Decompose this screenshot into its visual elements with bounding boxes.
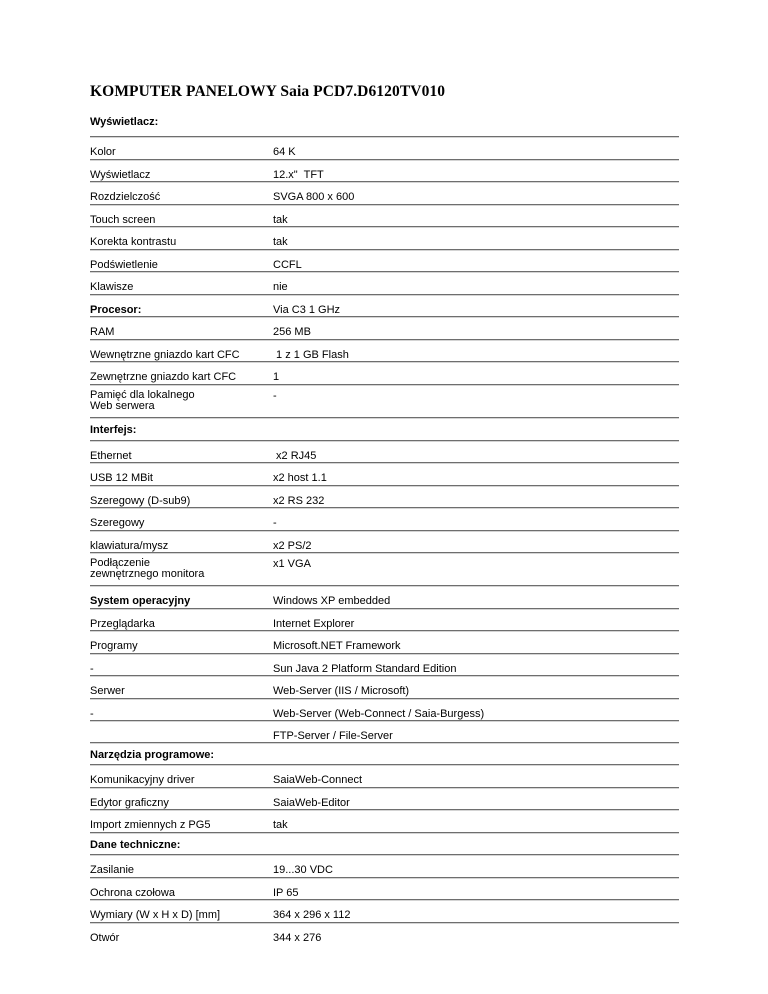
spec-value: tak: [273, 819, 288, 831]
spec-value: nie: [273, 281, 288, 293]
spec-row: [90, 486, 679, 508]
spec-label-dash: -: [90, 663, 94, 675]
spec-row: [90, 463, 679, 486]
spec-label-otwor: Otwór: [90, 932, 120, 944]
spec-label-klawisze: Klawisze: [90, 281, 134, 293]
spec-row: [90, 586, 679, 609]
section-header: [90, 110, 679, 137]
spec-label-programy: Programy: [90, 640, 138, 652]
spec-label-pamiec-dla-lokalnego-web-serwera: Pamięć dla lokalnego Web serwera: [90, 389, 195, 412]
spec-row: [90, 362, 679, 385]
spec-label-wymiary-w-x-h-x-d-mm: Wymiary (W x H x D) [mm]: [90, 909, 221, 921]
spec-row: [90, 227, 679, 250]
spec-value: Microsoft.NET Framework: [273, 640, 401, 652]
spec-value: 1 z 1 GB Flash: [273, 349, 349, 361]
spec-row: [90, 654, 679, 676]
spec-value: Web-Server (IIS / Microsoft): [273, 685, 410, 697]
spec-row: [90, 160, 679, 182]
spec-value: Sun Java 2 Platform Standard Edition: [273, 663, 457, 675]
spec-value: IP 65: [273, 887, 299, 899]
spec-label-wewnetrzne-gniazdo-kart-cfc: Wewnętrzne gniazdo kart CFC: [90, 349, 240, 361]
spec-label-edytor-graficzny: Edytor graficzny: [90, 797, 169, 809]
spec-row: [90, 182, 679, 205]
spec-label-kolor: Kolor: [90, 146, 116, 158]
spec-row: [90, 721, 679, 743]
spec-value: Windows XP embedded: [273, 595, 391, 607]
spec-label-przegladarka: Przeglądarka: [90, 618, 155, 630]
spec-value: 19...30 VDC: [273, 864, 333, 876]
spec-label-klawiatura-mysz: klawiatura/mysz: [90, 540, 169, 552]
spec-value: 12.x" TFT: [273, 169, 324, 181]
spec-row: [90, 788, 679, 810]
section-header: [90, 743, 679, 765]
spec-row: [90, 553, 679, 586]
spec-label-usb-12-mbit: USB 12 MBit: [90, 472, 153, 484]
spec-label-rozdzielczosc: Rozdzielczość: [90, 191, 161, 203]
spec-value: Web-Server (Web-Connect / Saia-Burgess): [273, 708, 485, 720]
spec-value: -: [273, 390, 277, 402]
spec-value: x2 RJ45: [273, 450, 317, 462]
spec-label-serwer: Serwer: [90, 685, 125, 697]
spec-row: [90, 699, 679, 721]
spec-label-szeregowy-d-sub9: Szeregowy (D-sub9): [90, 495, 191, 507]
spec-value: x1 VGA: [273, 558, 311, 570]
spec-value: Via C3 1 GHz: [273, 304, 341, 316]
spec-label-touch-screen: Touch screen: [90, 214, 156, 226]
spec-row: [90, 340, 679, 362]
spec-value: -: [273, 517, 277, 529]
spec-row: [90, 385, 679, 418]
section-header: [90, 418, 679, 441]
spec-label-szeregowy: Szeregowy: [90, 517, 145, 529]
spec-row: [90, 878, 679, 900]
spec-value: SaiaWeb-Editor: [273, 797, 350, 809]
spec-label-ethernet: Ethernet: [90, 450, 132, 462]
spec-value: 1: [273, 371, 280, 383]
spec-value: 364 x 296 x 112: [273, 909, 351, 921]
spec-row: [90, 441, 679, 463]
spec-value: 256 MB: [273, 326, 311, 338]
spec-label-dash: -: [90, 708, 94, 720]
spec-row: [90, 765, 679, 788]
page-title: KOMPUTER PANELOWY Saia PCD7.D6120TV010: [90, 83, 446, 100]
spec-row: [90, 676, 679, 699]
spec-row: [90, 250, 679, 272]
spec-row: [90, 609, 679, 631]
spec-label-komunikacyjny-driver: Komunikacyjny driver: [90, 774, 195, 786]
spec-value: Internet Explorer: [273, 618, 355, 630]
spec-row: [90, 900, 679, 923]
spec-label-wyswietlacz: Wyświetlacz: [90, 169, 151, 181]
spec-value: SVGA 800 x 600: [273, 191, 355, 203]
section-header: [90, 833, 679, 855]
spec-row: [90, 923, 679, 945]
spec-label-korekta-kontrastu: Korekta kontrastu: [90, 236, 177, 248]
spec-value: FTP-Server / File-Server: [273, 730, 393, 742]
spec-value: tak: [273, 214, 288, 226]
spec-value: x2 PS/2: [273, 540, 312, 552]
spec-label-dane-techniczne: Dane techniczne:: [90, 839, 181, 851]
spec-label-procesor: Procesor:: [90, 304, 142, 316]
spec-row: [90, 810, 679, 833]
spec-label-podlaczenie-zewnetrznego-monitora: Podłączenie zewnętrznego monitora: [90, 557, 205, 580]
spec-label-system-operacyjny: System operacyjny: [90, 595, 191, 607]
spec-table: [90, 110, 679, 945]
spec-row: [90, 272, 679, 295]
spec-value: CCFL: [273, 259, 302, 271]
spec-value: SaiaWeb-Connect: [273, 774, 363, 786]
spec-value: x2 RS 232: [273, 495, 325, 507]
spec-row: [90, 631, 679, 654]
spec-row: [90, 317, 679, 340]
spec-row: [90, 137, 679, 160]
spec-row: [90, 295, 679, 317]
spec-value: 344 x 276: [273, 932, 322, 944]
spec-label-wyswietlacz: Wyświetlacz:: [90, 116, 159, 128]
spec-value: 64 K: [273, 146, 296, 158]
spec-row: [90, 205, 679, 227]
spec-row: [90, 508, 679, 531]
spec-value: tak: [273, 236, 288, 248]
spec-row: [90, 531, 679, 553]
spec-row: [90, 855, 679, 878]
spec-label-podswietlenie: Podświetlenie: [90, 259, 158, 271]
spec-label-interfejs: Interfejs:: [90, 424, 137, 436]
spec-label-ochrona-czolowa: Ochrona czołowa: [90, 887, 175, 899]
spec-value: x2 host 1.1: [273, 472, 327, 484]
spec-label-import-zmiennych-z-pg5: Import zmiennych z PG5: [90, 819, 211, 831]
spec-label-ram: RAM: [90, 326, 115, 338]
spec-label-zasilanie: Zasilanie: [90, 864, 135, 876]
spec-label-narzedzia-programowe: Narzędzia programowe:: [90, 749, 215, 761]
spec-label-zewnetrzne-gniazdo-kart-cfc: Zewnętrzne gniazdo kart CFC: [90, 371, 237, 383]
